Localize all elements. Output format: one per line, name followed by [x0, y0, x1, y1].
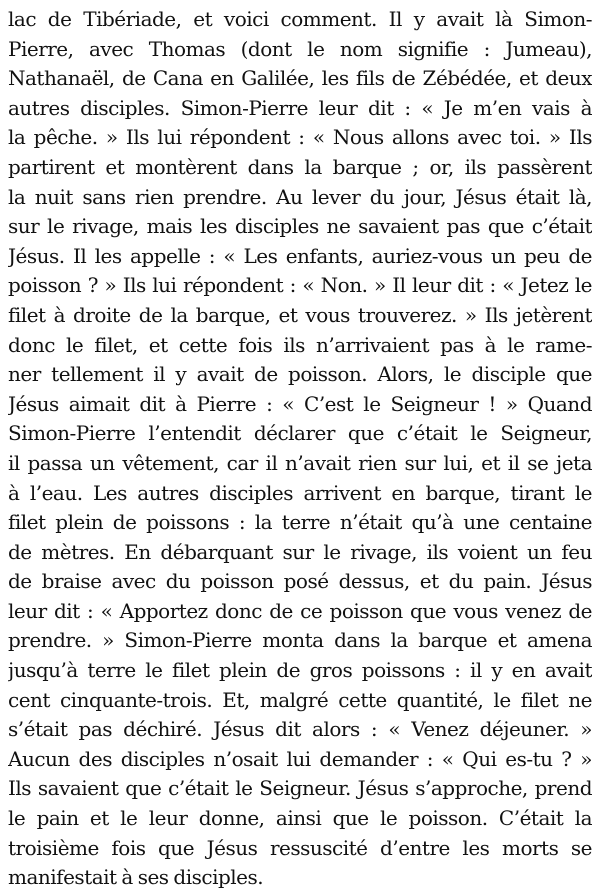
text-line: jusqu’à terre le filet plein de gros poissons : il y en avait: [8, 658, 592, 683]
text-line: de mètres. En débarquant sur le rivage, ils voient un feu: [8, 539, 592, 564]
text-line: filet plein de poissons : la terre n’était qu’à une centaine: [8, 510, 592, 535]
text-line: Pierre, avec Thomas (dont le nom signifie : Jumeau),: [8, 36, 592, 61]
text-line: Nathanaël, de Cana en Galilée, les fils de Zébédée, et deux: [8, 66, 592, 91]
text-line: de braise avec du poisson posé dessus, et du pain. Jésus: [8, 569, 592, 594]
text-line: la nuit sans rien prendre. Au lever du jour, Jésus était là,: [8, 184, 592, 209]
text-line: leur dit : « Apportez donc de ce poisson que vous venez de: [8, 598, 592, 623]
text-line: poisson ? » Ils lui répondent : « Non. » Il leur dit : « Jetez le: [8, 273, 592, 298]
text-line: autres disciples. Simon-Pierre leur dit : « Je m’en vais à: [8, 95, 592, 120]
body-text: [8, 5, 592, 893]
text-line: la pêche. » Ils lui répondent : « Nous allons avec toi. » Ils: [8, 125, 592, 150]
text-line: s’était pas déchiré. Jésus dit alors : « Venez déjeuner. »: [8, 717, 592, 742]
text-line: il passa un vêtement, car il n’avait rien sur lui, et il se jeta: [8, 450, 592, 475]
text-line: le pain et le leur donne, ainsi que le poisson. C’était la: [8, 806, 592, 831]
text-line: filet à droite de la barque, et vous trouverez. » Ils jetèrent: [8, 302, 592, 327]
text-line: Jésus aimait dit à Pierre : « C’est le Seigneur ! » Quand: [8, 391, 592, 416]
text-line: à l’eau. Les autres disciples arrivent en barque, tirant le: [8, 480, 592, 505]
text-line: prendre. » Simon-Pierre monta dans la barque et amena: [8, 628, 592, 653]
text-line: Aucun des disciples n’osait lui demander : « Qui es-tu ? »: [8, 746, 592, 771]
text-line: cent cinquante-trois. Et, malgré cette quantité, le filet ne: [8, 687, 592, 712]
text-line: manifestait à ses disciples.: [8, 865, 264, 890]
text-line: lac de Tibériade, et voici comment. Il y avait là Simon-: [8, 7, 592, 31]
text-line: ner tellement il y avait de poisson. Alors, le disciple que: [8, 362, 592, 387]
text-line: Jésus. Il les appelle : « Les enfants, auriez-vous un peu de: [8, 243, 592, 268]
text-line: sur le rivage, mais les disciples ne savaient pas que c’était: [8, 214, 592, 239]
text-line: troisième fois que Jésus ressuscité d’entre les morts se: [8, 835, 592, 860]
text-line: Simon-Pierre l’entendit déclarer que c’était le Seigneur,: [8, 421, 592, 446]
text-line: donc le filet, et cette fois ils n’arrivaient pas à le rame-: [8, 332, 592, 357]
text-line: partirent et montèrent dans la barque ; or, ils passèrent: [8, 154, 592, 179]
text-line: Ils savaient que c’était le Seigneur. Jésus s’approche, prend: [8, 776, 592, 801]
